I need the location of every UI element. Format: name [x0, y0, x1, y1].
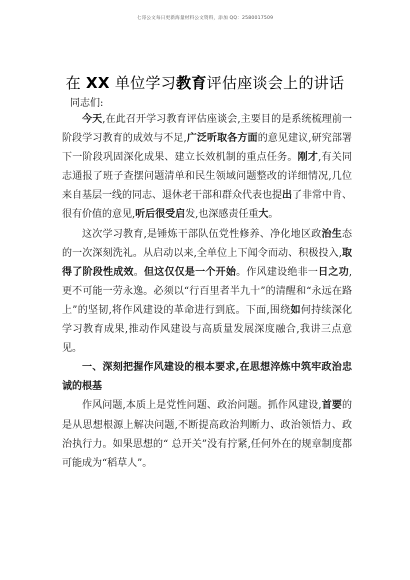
p2-bold-4: 日之功 [318, 266, 349, 278]
p3-text-1: 作风问题,本质上是党性问题、政治问题。抓作风建设, [82, 400, 322, 412]
p1-bold-1: 广泛听取各方面 [186, 133, 258, 145]
paragraph-2 [62, 225, 352, 359]
p1-bold-2: 刚才 [297, 152, 319, 164]
document-body [62, 110, 352, 473]
title-bold-education: 教育 [176, 74, 207, 92]
p2-bold-2: 取得了阶段性成效 [62, 247, 353, 278]
p1-text-2: 的意见建议,研究部署下一阶段巩固深化成果、建立长效机制的重点任务。 [62, 133, 352, 164]
p1-bold-4: 听后很受启 [135, 209, 186, 221]
p1-bold-today: 今天 [82, 114, 103, 125]
paragraph-3 [62, 396, 352, 472]
title-suffix: 评估座谈会上的讲话 [206, 74, 345, 92]
p1-text-6: 。 [268, 209, 279, 221]
p2-text-2: 态的一次深刻洗礼。从启动以来,全单位上下闻令而动、积极投入, [62, 228, 352, 259]
p2-bold-1: 治生 [321, 228, 342, 240]
p1-text-5: 发,也深感责任重 [185, 209, 259, 221]
p2-bold-3: 但这仅仅是一个开始 [143, 266, 237, 278]
paragraph-1 [62, 110, 352, 225]
title-bold-xx: XX [86, 74, 110, 92]
p2-text-5: ,更不可能一劳永逸。必须以“行百里者半九十”的清醒和“永远在路上”的坚韧,将作风建设的革命进行到底。下面,围绕 [62, 266, 353, 316]
title-prefix: 在 [65, 74, 81, 92]
salutation: 同志们: [70, 98, 104, 109]
p2-text-6: 何持续深化学习教育成果,推动作风建设与高质量发展深度融合,我讲三点意见。 [62, 304, 353, 355]
p2-text-1: 这次学习教育,是锤炼干部队伍党性修养、净化地区政 [82, 228, 322, 240]
page-title [0, 72, 410, 93]
title-middle: 单位学习 [114, 74, 177, 92]
p1-text-1: ,在此召开学习教育评估座谈会,主要目的是系统梳理前一阶段学习教育的成效与不足, [62, 114, 353, 145]
p1-bold-3: 出 [282, 190, 292, 202]
p2-text-3: 。 [133, 266, 144, 278]
p3-bold-1: 首要 [321, 400, 342, 412]
p1-text-3: ,有关同志通报了班子查摆问题清单和民生领域问题整改的详细情况,几位来自基层一线的同志、退休老干部和群众代表也提 [62, 152, 353, 202]
p2-text-4: 。作风建设绝非一 [236, 266, 319, 278]
header-note: 七哥公文每日更新海量材料公文资料，添加 QQ：2580017509 [136, 16, 274, 21]
section-heading-1: 一、深刻把握作风建设的根本要求,在思想淬炼中筑牢政治忠诚的根基 [62, 362, 352, 393]
p1-bold-5: 大 [258, 209, 269, 221]
p3-text-2: 的是从思想根源上解决问题,不断提高政治判断力、政治领悟力、政治执行力。如果思想的“ 总开关”没有拧紧,任何外在的规章制度都可能成为“稻草人”。 [62, 400, 352, 469]
p2-bold-5: 如 [290, 304, 301, 316]
p1-text-4: 了非常中肯、很有价值的意见, [62, 190, 352, 221]
